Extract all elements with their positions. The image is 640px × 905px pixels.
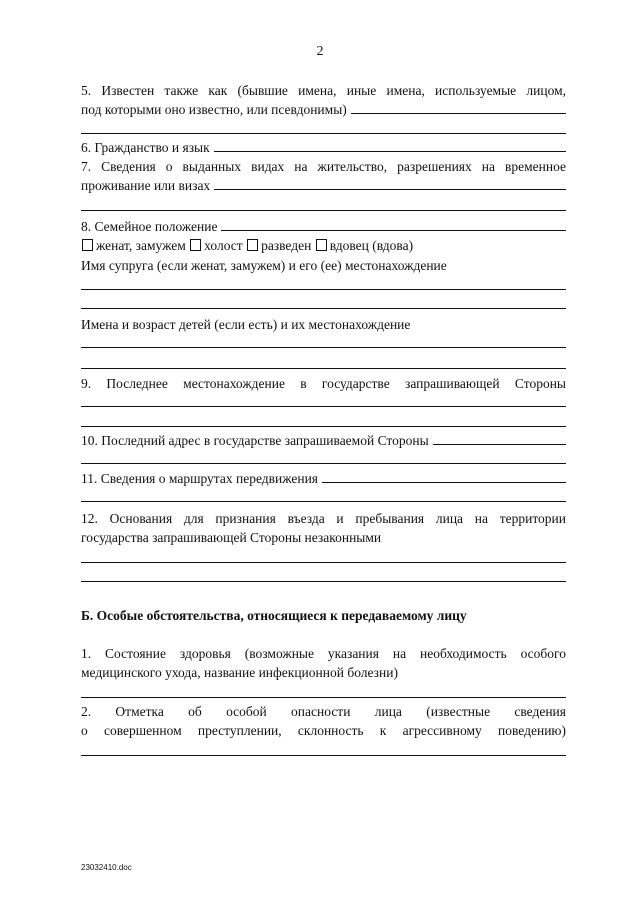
item-11-blank-line[interactable]: [81, 501, 566, 502]
item-7-line-1: 7. Сведения о выданных видах на жительство, разрешениях на временное: [81, 159, 566, 174]
item-10-field[interactable]: [433, 443, 566, 445]
item-7-field[interactable]: [214, 188, 566, 190]
item-8-label: 8. Семейное положение: [81, 219, 218, 234]
item-6-field[interactable]: [214, 150, 566, 152]
item-9-blank-line-1[interactable]: [81, 406, 566, 407]
item-7-blank-line[interactable]: [81, 210, 566, 211]
item-12-blank-line-1[interactable]: [81, 562, 566, 563]
item-6-line: [81, 139, 566, 156]
children-blank-line-2[interactable]: [81, 368, 566, 369]
b2-line-1: 2. Отметка об особой опасности лица (известные сведения: [81, 704, 566, 719]
b1-blank-line[interactable]: [81, 697, 566, 698]
item-8-field[interactable]: [221, 229, 566, 231]
item-10-label: 10. Последний адрес в государстве запрашиваемой Стороны: [81, 433, 429, 448]
checkbox-widowed[interactable]: [316, 239, 327, 251]
b2-blank-line[interactable]: [81, 755, 566, 756]
item-11-label: 11. Сведения о маршрутах передвижения: [81, 471, 319, 486]
marital-options: [81, 237, 566, 254]
item-10-line: [81, 432, 566, 449]
page-number: 2: [316, 44, 324, 59]
item-12-line-2: государства запрашивающей Стороны незаконными: [81, 530, 382, 545]
checkbox-married[interactable]: [82, 239, 93, 251]
option-divorced: разведен: [261, 238, 312, 253]
children-blank-line-1[interactable]: [81, 347, 566, 348]
item-9-blank-line-2[interactable]: [81, 426, 566, 427]
spouse-label: Имя супруга (если женат, замужем) и его (ее) местонахождение: [81, 258, 447, 273]
file-name-footer: 23032410.doc: [81, 863, 132, 872]
item-5-line-1: 5. Известен также как (бывшие имена, иные имена, используемые лицом,: [81, 83, 566, 98]
item-11-field[interactable]: [322, 481, 566, 483]
children-label: Имена и возраст детей (если есть) и их местонахождение: [81, 317, 411, 332]
item-6-label: 6. Гражданство и язык: [81, 140, 210, 155]
item-5-line-2: [81, 101, 566, 118]
item-7-line-2: [81, 177, 566, 194]
checkbox-divorced[interactable]: [247, 239, 258, 251]
spouse-blank-line-1[interactable]: [81, 289, 566, 290]
item-10-blank-line[interactable]: [81, 463, 566, 464]
section-b-heading: Б. Особые обстоятельства, относящиеся к передаваемому лицу: [81, 608, 467, 623]
item-7-label: проживание или визах: [81, 178, 211, 193]
b1-line-2: медицинского ухода, название инфекционной болезни): [81, 665, 398, 680]
option-married: женат, замужем: [96, 238, 186, 253]
spouse-blank-line-2[interactable]: [81, 308, 566, 309]
b1-line-1: 1. Состояние здоровья (возможные указания на необходимость особого: [81, 646, 566, 661]
item-11-line: [81, 470, 566, 487]
option-single: холост: [204, 238, 243, 253]
item-5-label: под которыми оно известно, или псевдонимы): [81, 102, 347, 117]
item-9-label: 9. Последнее местонахождение в государстве запрашивающей Стороны: [81, 376, 566, 391]
item-12-blank-line-2[interactable]: [81, 581, 566, 582]
b2-line-2: о совершенном преступлении, склонность к агрессивному поведению): [81, 723, 566, 738]
option-widowed: вдовец (вдова): [329, 238, 414, 253]
item-12-line-1: 12. Основания для признания въезда и пребывания лица на территории: [81, 511, 566, 526]
item-8-line: [81, 218, 566, 235]
checkbox-single[interactable]: [190, 239, 201, 251]
item-5-blank-line[interactable]: [81, 133, 566, 134]
item-5-field[interactable]: [351, 112, 566, 114]
